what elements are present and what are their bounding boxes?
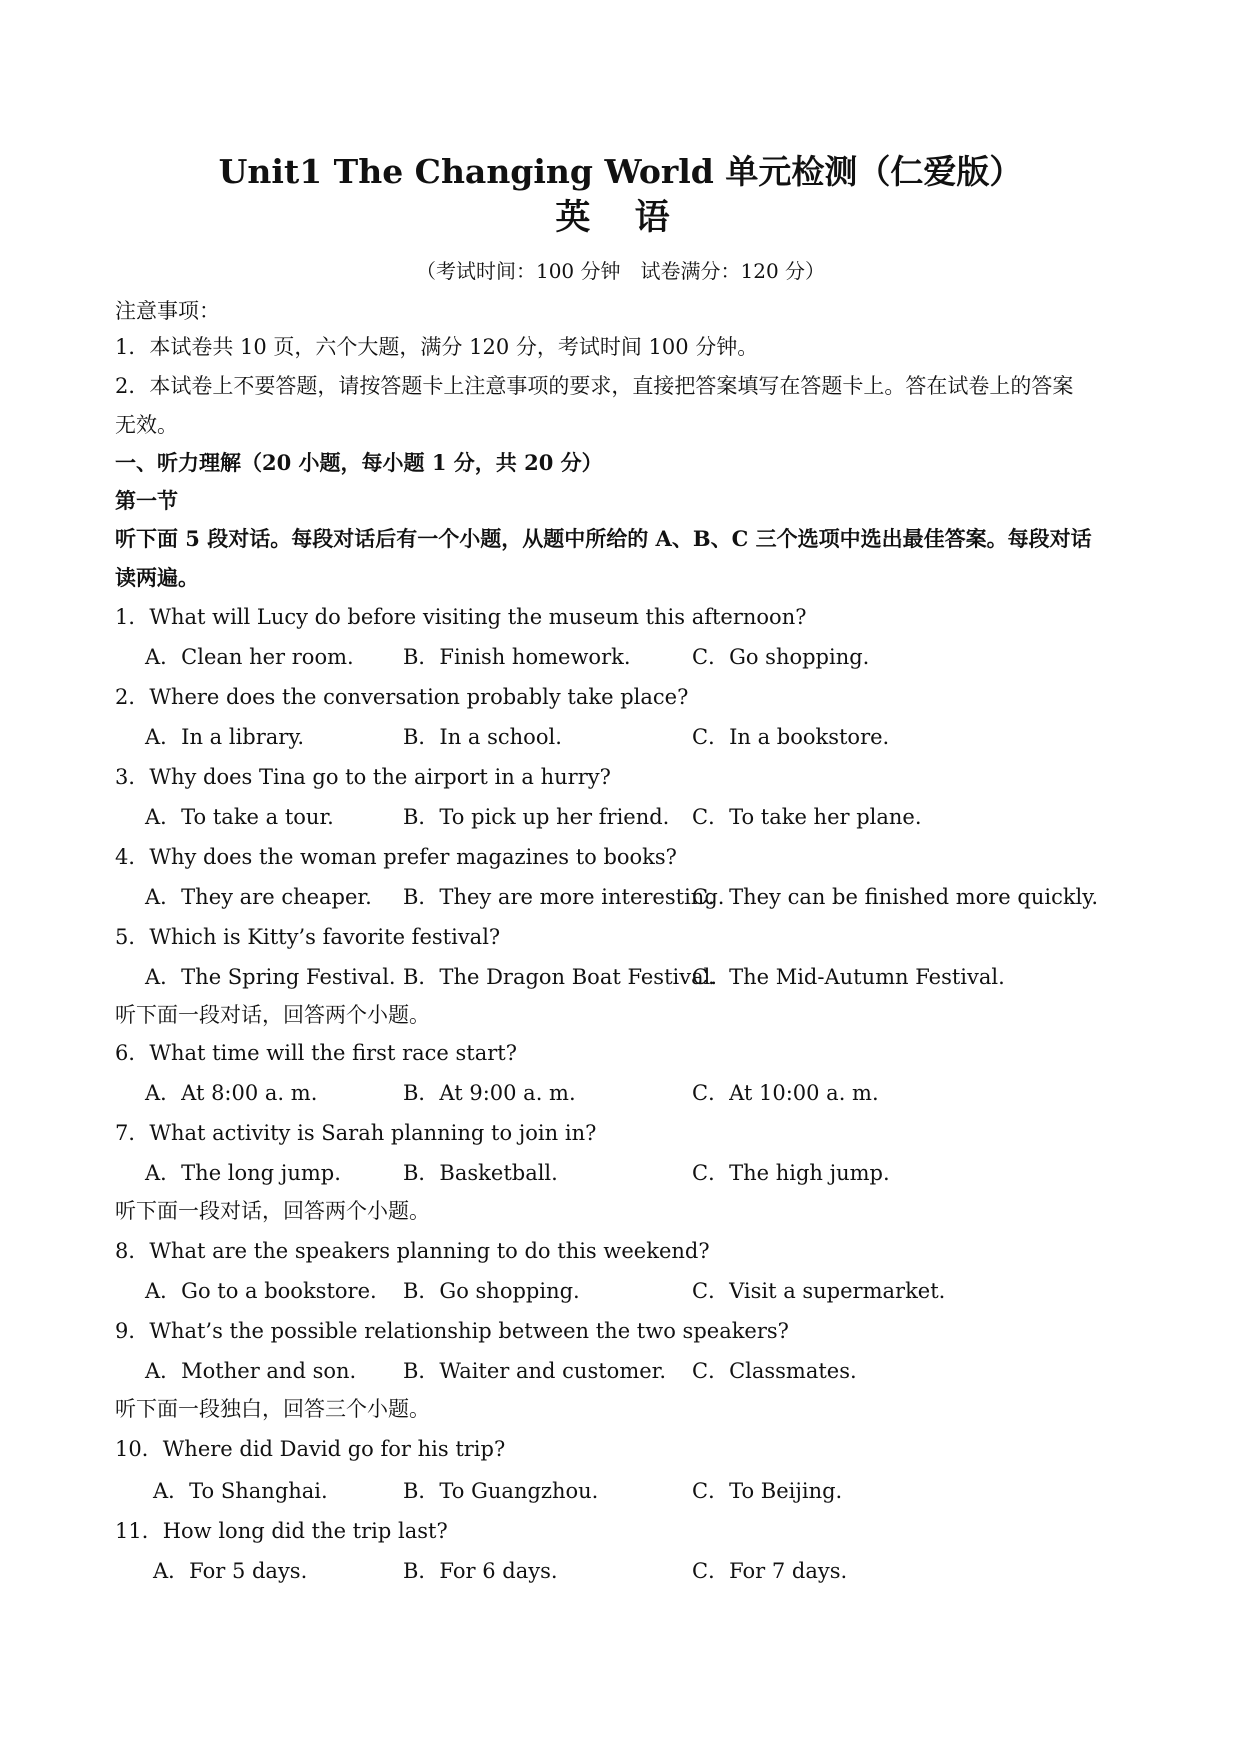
note-item-2-cont: 无效。 — [115, 413, 178, 437]
instructions: 听下面 5 段对话。每段对话后有一个小题，从题中所给的 A、B、C 三个选项中选出最佳答案。每段对话 — [115, 526, 1092, 551]
question-7: 7．What activity is Sarah planning to join in? — [115, 1121, 597, 1145]
note-item-1: 1．本试卷共 10 页，六个大题，满分 120 分，考试时间 100 分钟。 — [115, 335, 759, 359]
question-1: 1．What will Lucy do before visiting the museum this afternoon? — [115, 605, 807, 629]
options-11 — [0, 1556, 1241, 1586]
option-c: C．They can be finished more quickly. — [692, 885, 1099, 909]
option-b: B．At 9:00 a. m. — [403, 1081, 576, 1105]
notes-heading: 注意事项： — [115, 299, 220, 323]
option-b: B．In a school. — [403, 725, 562, 749]
option-c: C．The Mid-Autumn Festival. — [692, 965, 1005, 989]
section-heading: 一、听力理解（20 小题，每小题 1 分，共 20 分） — [115, 450, 603, 475]
monologue-note: 听下面一段独白，回答三个小题。 — [115, 1397, 430, 1421]
option-a: A．In a library. — [145, 725, 305, 749]
option-b: B．For 6 days. — [403, 1559, 558, 1583]
instructions-cont: 读两遍。 — [115, 565, 199, 590]
option-c: C．To take her plane. — [692, 805, 922, 829]
page-title: Unit1 The Changing World 单元检测（仁爱版） — [218, 152, 1023, 191]
note-item-2: 2．本试卷上不要答题，请按答题卡上注意事项的要求，直接把答案填写在答题卡上。答在试卷上的答案 — [115, 374, 1074, 398]
option-a: A．Mother and son. — [145, 1359, 357, 1383]
options-1 — [0, 642, 1241, 672]
options-6 — [0, 1078, 1241, 1108]
options-2 — [0, 722, 1241, 752]
option-a: A．Go to a bookstore. — [145, 1279, 377, 1303]
option-c: C．For 7 days. — [692, 1559, 848, 1583]
option-c: C．Classmates. — [692, 1359, 857, 1383]
options-7 — [0, 1158, 1241, 1188]
option-a: A．To take a tour. — [145, 805, 334, 829]
option-a: A．Clean her room. — [145, 645, 354, 669]
dialogue-note: 听下面一段对话，回答两个小题。 — [115, 1003, 430, 1027]
option-a: A．For 5 days. — [153, 1559, 308, 1583]
option-b: B．The Dragon Boat Festival. — [403, 965, 718, 989]
option-a: A．At 8:00 a. m. — [145, 1081, 318, 1105]
question-11: 11．How long did the trip last? — [115, 1519, 448, 1543]
option-b: B．To Guangzhou. — [403, 1479, 599, 1503]
options-9 — [0, 1356, 1241, 1386]
option-b: B．Go shopping. — [403, 1279, 580, 1303]
subject-heading: 英 语 — [555, 197, 686, 238]
question-9: 9．What’s the possible relationship between the two speakers? — [115, 1319, 789, 1343]
dialogue-note: 听下面一段对话，回答两个小题。 — [115, 1199, 430, 1223]
exam-meta: （考试时间：100 分钟 试卷满分：120 分） — [415, 259, 826, 283]
question-10: 10．Where did David go for his trip? — [115, 1437, 506, 1461]
option-c: C．At 10:00 a. m. — [692, 1081, 879, 1105]
question-8: 8．What are the speakers planning to do this weekend? — [115, 1239, 710, 1263]
options-5 — [0, 962, 1241, 992]
question-3: 3．Why does Tina go to the airport in a hurry? — [115, 765, 611, 789]
option-c: C．To Beijing. — [692, 1479, 843, 1503]
option-a: A．The Spring Festival. — [145, 965, 396, 989]
question-4: 4．Why does the woman prefer magazines to books? — [115, 845, 677, 869]
question-2: 2．Where does the conversation probably take place? — [115, 685, 689, 709]
question-5: 5．Which is Kitty’s favorite festival? — [115, 925, 501, 949]
options-10 — [0, 1476, 1241, 1506]
option-b: B．To pick up her friend. — [403, 805, 670, 829]
part-heading: 第一节 — [115, 488, 178, 513]
option-b: B．Finish homework. — [403, 645, 631, 669]
options-8 — [0, 1276, 1241, 1306]
option-c: C．Go shopping. — [692, 645, 870, 669]
option-a: A．To Shanghai. — [153, 1479, 328, 1503]
option-c: C．Visit a supermarket. — [692, 1279, 946, 1303]
options-4 — [0, 882, 1241, 912]
options-3 — [0, 802, 1241, 832]
question-6: 6．What time will the first race start? — [115, 1041, 517, 1065]
option-a: A．The long jump. — [145, 1161, 341, 1185]
option-c: C．The high jump. — [692, 1161, 890, 1185]
option-b: B．Waiter and customer. — [403, 1359, 667, 1383]
option-b: B．Basketball. — [403, 1161, 558, 1185]
option-a: A．They are cheaper. — [145, 885, 372, 909]
option-c: C．In a bookstore. — [692, 725, 890, 749]
option-b: B．They are more interesting. — [403, 885, 725, 909]
